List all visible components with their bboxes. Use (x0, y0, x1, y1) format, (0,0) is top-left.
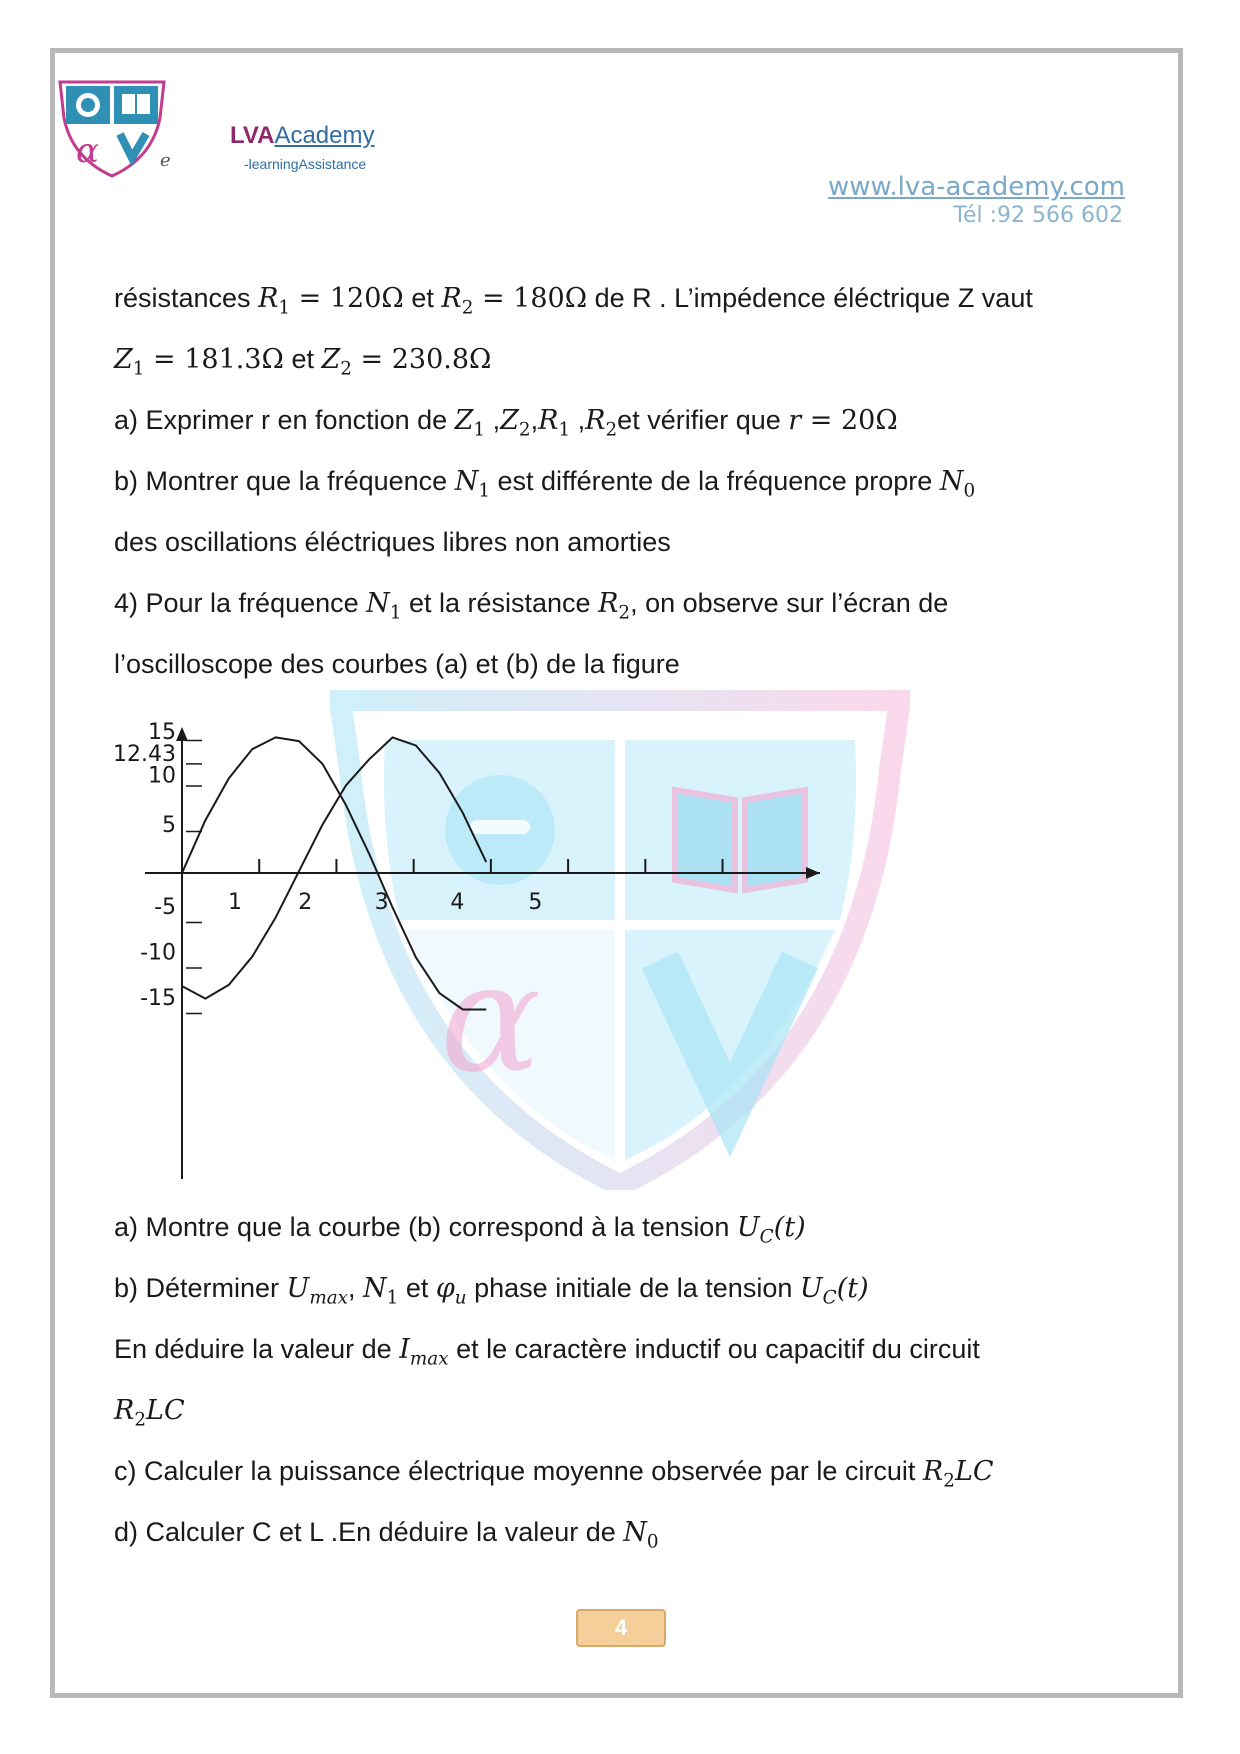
r1-symbol: R (258, 283, 279, 314)
question-a-text: a) Exprimer r en fonction de (114, 405, 455, 435)
n1-symbol-2: N (366, 588, 390, 619)
uc-subscript: C (759, 1226, 774, 1248)
text-line-5 (114, 527, 671, 558)
uc-argument-2: (t) (836, 1273, 869, 1304)
svg-text:α: α (440, 932, 542, 1106)
n1-symbol-3: N (363, 1273, 387, 1304)
phi-symbol: φ (435, 1273, 455, 1304)
r1-value: = 120Ω (290, 283, 404, 314)
n1-subscript: 1 (478, 480, 491, 502)
r-symbol: r (788, 405, 802, 436)
curve-b (182, 737, 486, 998)
r2lc-subscript-2: 2 (943, 1470, 955, 1492)
observe-text: , on observe sur l’écran de (630, 588, 949, 618)
and-text-2: et (283, 344, 322, 374)
text-line-11 (114, 1395, 185, 1431)
lva-academy-shield-logo-icon (56, 78, 168, 178)
z1-symbol: Z (114, 344, 133, 375)
phase-text: phase initiale de la tension (466, 1273, 800, 1303)
y-tick-label: 5 (162, 812, 176, 838)
y-tick-label: 15 (148, 720, 176, 746)
r2lc-lc-symbol: LC (146, 1395, 185, 1426)
z2-subscript-2: 2 (518, 419, 531, 441)
y-tick-label: 10 (148, 763, 176, 789)
e-mark: e (160, 150, 171, 171)
z2-symbol-2: Z (500, 405, 519, 436)
y-tick-label: -15 (140, 985, 176, 1011)
page-number: 4 (576, 1609, 666, 1647)
text-line-10 (114, 1334, 980, 1370)
y-axis-arrow (176, 727, 188, 741)
r2-subscript-3: 2 (618, 602, 631, 624)
comma-4: , (348, 1273, 364, 1303)
x-tick-label: 4 (450, 890, 465, 915)
x-tick-label: 5 (528, 890, 543, 915)
comma-2: , (530, 405, 539, 435)
x-tick-label: 3 (374, 890, 389, 915)
and-text-1: et (403, 283, 442, 313)
comma-1: , (485, 405, 501, 435)
z2-value: = 230.8Ω (351, 344, 492, 375)
umax-symbol: U (286, 1273, 310, 1304)
n0-symbol-2: N (623, 1517, 647, 1548)
x-axis-arrow (806, 867, 820, 879)
text-line-8 (114, 1212, 806, 1248)
impedance-text: de R . L’impédence éléctrique Z vaut (587, 283, 1033, 313)
deduce-text: En déduire la valeur de (114, 1334, 400, 1364)
n0-symbol: N (939, 466, 964, 497)
question-4b-text: b) Déterminer (114, 1273, 287, 1303)
x-tick-label: 1 (228, 890, 243, 915)
uc-symbol: U (736, 1212, 760, 1243)
n0-subscript: 0 (963, 480, 976, 502)
text-line-2 (114, 344, 492, 380)
verify-text: et vérifier que (617, 405, 789, 435)
r2lc-subscript: 2 (134, 1409, 147, 1431)
resistances-text: résistances (114, 283, 259, 313)
uc-symbol-2: U (799, 1273, 823, 1304)
r2lc-r-symbol: R (114, 1395, 135, 1426)
text-line-7 (114, 649, 680, 680)
text-line-13 (114, 1517, 659, 1553)
r2-subscript: 2 (461, 297, 474, 319)
text-line-6 (114, 588, 949, 624)
character-text: et le caractère inductif ou capacitif du circuit (448, 1334, 980, 1364)
y-tick-label: -10 (140, 940, 176, 966)
z1-symbol-2: Z (454, 405, 474, 436)
y-tick-label: -5 (154, 894, 176, 920)
r1-symbol-2: R (538, 405, 559, 436)
z1-subscript-2: 1 (473, 419, 486, 441)
brand-name (230, 122, 374, 150)
text-line-1 (114, 283, 1033, 319)
r2lc-lc-symbol-2: LC (954, 1456, 994, 1487)
r2-subscript-2: 2 (605, 419, 618, 441)
and-text-3: et (398, 1273, 436, 1303)
brand-lva: LVA (230, 122, 275, 149)
question-4a-text: a) Montre que la courbe (b) correspond à la tension (114, 1212, 737, 1242)
website-link[interactable]: www.lva-academy.com (827, 172, 1125, 202)
z1-subscript: 1 (132, 358, 145, 380)
z2-subscript: 2 (340, 358, 352, 380)
r-value: = 20Ω (801, 405, 898, 436)
phi-subscript: u (454, 1287, 467, 1309)
r1-subscript-2: 1 (558, 419, 571, 441)
question-b-text: b) Montrer que la fréquence (114, 466, 455, 496)
text-line-4 (114, 466, 976, 502)
r2-symbol-2: R (585, 405, 606, 436)
brand-subtitle: -learningAssistance (244, 156, 367, 172)
question-4d-text: d) Calculer C et L .En déduire la valeur de (114, 1517, 624, 1547)
uc-subscript-2: C (822, 1287, 837, 1309)
y-tick-label: 12.43 (113, 741, 176, 767)
r2-value: = 180Ω (473, 283, 588, 314)
resistance-text: et la résistance (401, 588, 599, 618)
z1-value: = 181.3Ω (144, 344, 284, 375)
uc-argument: (t) (773, 1212, 806, 1243)
text-line-12 (114, 1456, 994, 1492)
oscillations-text: des oscillations éléctriques libres non amorties (114, 527, 671, 557)
n1-symbol: N (454, 466, 479, 497)
imax-symbol: I (399, 1334, 410, 1365)
question-4c-text: c) Calculer la puissance électrique moyenne observée par le circuit (114, 1456, 923, 1486)
brand-academy[interactable]: Academy (274, 122, 375, 149)
question-4-text: 4) Pour la fréquence (114, 588, 367, 618)
comma-3: , (570, 405, 586, 435)
r2lc-r-symbol-2: R (922, 1456, 944, 1487)
n0-subscript-2: 0 (646, 1531, 659, 1553)
n1-subscript-2: 1 (389, 602, 402, 624)
svg-text:α: α (76, 131, 99, 171)
oscilloscope-graph (100, 705, 840, 1185)
different-text: est différente de la fréquence propre (490, 466, 940, 496)
umax-subscript: max (309, 1287, 349, 1309)
r2-symbol: R (441, 283, 462, 314)
x-tick-label: 2 (298, 890, 313, 915)
z2-symbol: Z (321, 344, 341, 375)
oscilloscope-text: l’oscilloscope des courbes (a) et (b) de la figure (114, 649, 680, 679)
r2-symbol-3: R (598, 588, 619, 619)
text-line-3 (114, 405, 898, 441)
text-line-9 (114, 1273, 869, 1309)
n1-subscript-3: 1 (386, 1287, 399, 1309)
imax-subscript: max (409, 1348, 449, 1370)
r1-subscript: 1 (278, 297, 291, 319)
phone-number: Tél :92 566 602 (953, 203, 1123, 228)
